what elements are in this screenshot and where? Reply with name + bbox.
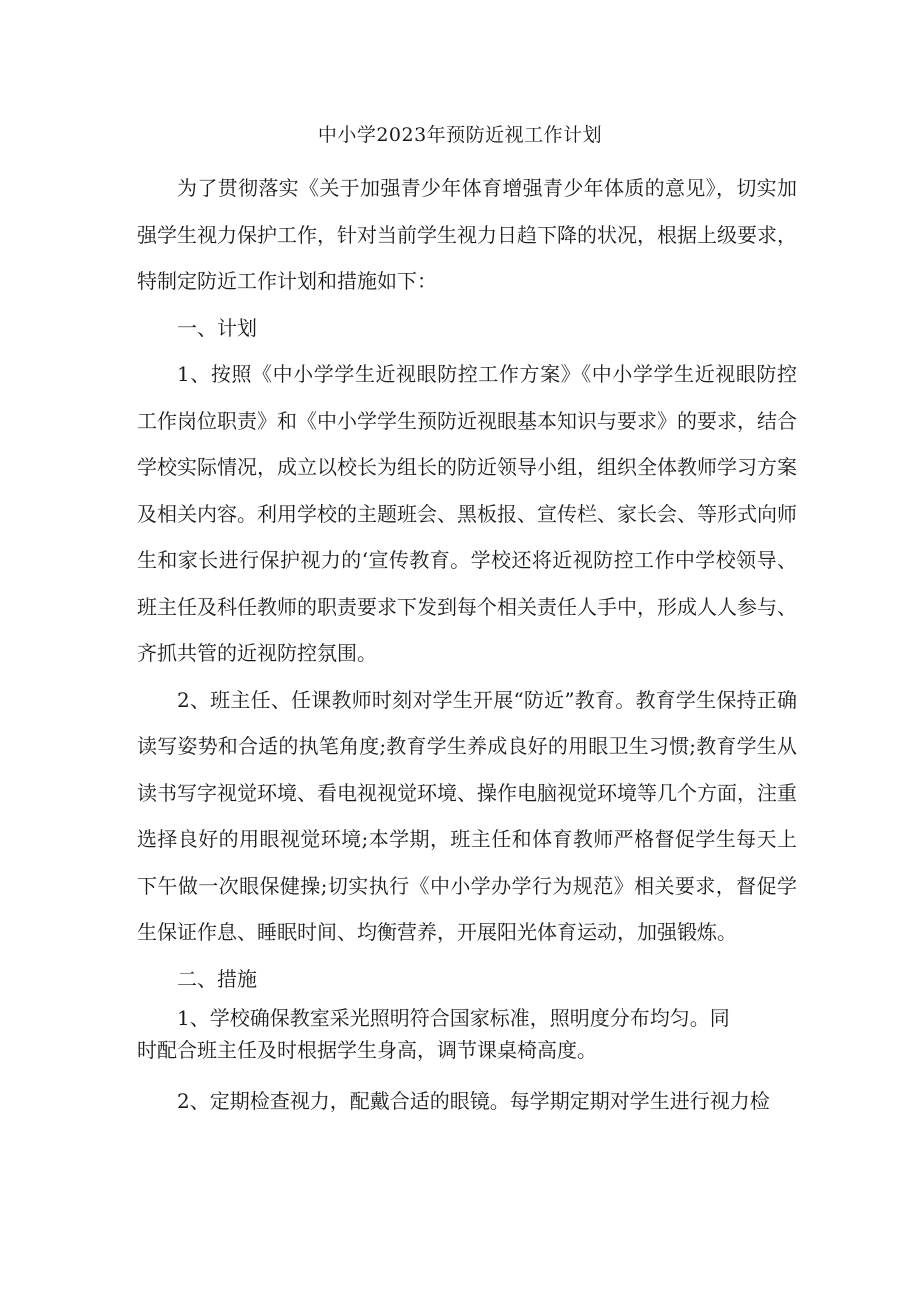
measure-item-1-line-2: 时配合班主任及时根据学生身高，调节课桌椅高度。	[137, 1038, 597, 1062]
plan-item-2: 2、班主任、任课教师时刻对学生开展“防近”教育。教育学生保持正确读写姿势和合适的执笔角度;教育学生养成良好的用眼卫生习惯;教育学生从读书写字视觉环境、看电视视觉环境、操作电脑视觉环境等几个方面，注重选择良好的用眼视觉环境;本学期，班主任和体育教师严格督促学生每天上下午做一次眼保健操;切实执行《中小学办学行为规范》相关要求，督促学生保证作息、睡眠时间、均衡营养，开展阳光体育运动，加强锻炼。	[137, 687, 797, 944]
measure-item-1-line-1: 1、学校确保教室采光照明符合国家标准，照明度分布均匀。同	[177, 1006, 730, 1030]
document-title: 中小学2023年预防近视工作计划	[317, 124, 603, 146]
measure-item-1	[137, 1002, 797, 1066]
section-heading-measures: 二、措施	[177, 966, 257, 991]
intro-paragraph: 为了贯彻落实《关于加强青少年体育增强青少年体质的意见》，切实加强学生视力保护工作，针对当前学生视力日趋下降的状况，根据上级要求，特制定防近工作计划和措施如下：	[137, 176, 797, 293]
measure-item-2: 2、定期检查视力，配戴合适的眼镜。每学期定期对学生进行视力检	[177, 1089, 770, 1113]
section-heading-plan: 一、计划	[177, 315, 257, 340]
plan-item-1: 1、按照《中小学学生近视眼防控工作方案》《中小学学生近视眼防控工作岗位职责》和《中小学学生预防近视眼基本知识与要求》的要求，结合学校实际情况，成立以校长为组长的防近领导小组，组织全体教师学习方案及相关内容。利用学校的主题班会、黑板报、宣传栏、家长会、等形式向师生和家长进行保护视力的‘宣传教育。学校还将近视防控工作中学校领导、班主任及科任教师的职责要求下发到每个相关责任人手中，形成人人参与、齐抓共管的近视防控氛围。	[137, 362, 797, 665]
document-body	[137, 165, 797, 1125]
